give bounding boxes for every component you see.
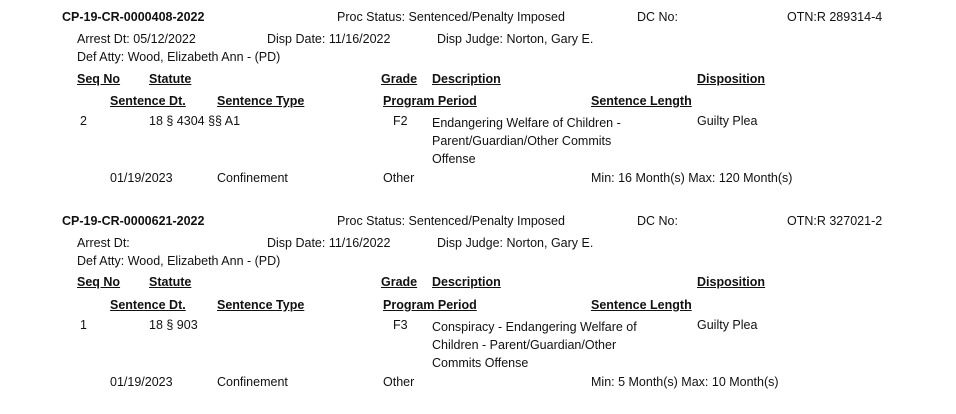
header-sentence-type: Sentence Type — [217, 94, 305, 108]
charge-disposition: Guilty Plea — [697, 318, 758, 332]
header-sentence-dt: Sentence Dt. — [110, 298, 186, 312]
header-sentence-length: Sentence Length — [591, 94, 692, 108]
charge-description-line-2: Parent/Guardian/Other Commits — [432, 134, 612, 148]
header-sentence-dt: Sentence Dt. — [110, 94, 186, 108]
defense-attorney: Def Atty: Wood, Elizabeth Ann - (PD) — [77, 50, 281, 64]
header-statute: Statute — [149, 72, 192, 86]
charge-description-line-1: Endangering Welfare of Children - — [432, 116, 621, 130]
defense-attorney: Def Atty: Wood, Elizabeth Ann - (PD) — [77, 254, 281, 268]
sentence-length: Min: 16 Month(s) Max: 120 Month(s) — [591, 171, 793, 185]
charge-seq: 2 — [80, 114, 87, 128]
header-sentence-type: Sentence Type — [217, 298, 305, 312]
charge-grade: F2 — [393, 114, 408, 128]
charge-description-line-3: Offense — [432, 152, 476, 166]
docket-number: CP-19-CR-0000621-2022 — [62, 214, 205, 228]
header-grade: Grade — [381, 275, 418, 289]
otn: OTN:R 327021-2 — [787, 214, 883, 228]
sentence-date: 01/19/2023 — [110, 375, 173, 389]
charge-seq: 1 — [80, 318, 87, 332]
sentence-program: Other — [383, 171, 415, 185]
header-program-period: Program Period — [383, 94, 477, 108]
arrest-date: Arrest Dt: 05/12/2022 — [77, 32, 196, 46]
sentence-program: Other — [383, 375, 415, 389]
disp-judge: Disp Judge: Norton, Gary E. — [437, 32, 594, 46]
disp-judge: Disp Judge: Norton, Gary E. — [437, 236, 594, 250]
case-block-1 — [0, 10, 956, 210]
sentence-date: 01/19/2023 — [110, 171, 173, 185]
header-seq-no: Seq No — [77, 72, 121, 86]
charge-grade: F3 — [393, 318, 408, 332]
charge-statute: 18 § 903 — [149, 318, 198, 332]
header-disposition: Disposition — [697, 72, 766, 86]
charge-description-line-1: Conspiracy - Endangering Welfare of — [432, 320, 637, 334]
header-sentence-length: Sentence Length — [591, 298, 692, 312]
charge-statute: 18 § 4304 §§ A1 — [149, 114, 241, 128]
arrest-date: Arrest Dt: — [77, 236, 130, 250]
proc-status: Proc Status: Sentenced/Penalty Imposed — [337, 10, 565, 24]
charge-description-line-3: Commits Offense — [432, 356, 529, 370]
header-seq-no: Seq No — [77, 275, 121, 289]
sentence-length: Min: 5 Month(s) Max: 10 Month(s) — [591, 375, 779, 389]
header-statute: Statute — [149, 275, 192, 289]
disp-date: Disp Date: 11/16/2022 — [267, 32, 391, 46]
charge-disposition: Guilty Plea — [697, 114, 758, 128]
header-description: Description — [432, 72, 501, 86]
sentence-type: Confinement — [217, 375, 288, 389]
header-program-period: Program Period — [383, 298, 477, 312]
otn: OTN:R 289314-4 — [787, 10, 883, 24]
docket-number: CP-19-CR-0000408-2022 — [62, 10, 205, 24]
dc-no: DC No: — [637, 214, 678, 228]
header-grade: Grade — [381, 72, 418, 86]
charge-description-line-2: Children - Parent/Guardian/Other — [432, 338, 617, 352]
case-block-2 — [0, 214, 956, 414]
disp-date: Disp Date: 11/16/2022 — [267, 236, 391, 250]
header-description: Description — [432, 275, 501, 289]
proc-status: Proc Status: Sentenced/Penalty Imposed — [337, 214, 565, 228]
dc-no: DC No: — [637, 10, 678, 24]
sentence-type: Confinement — [217, 171, 288, 185]
header-disposition: Disposition — [697, 275, 766, 289]
